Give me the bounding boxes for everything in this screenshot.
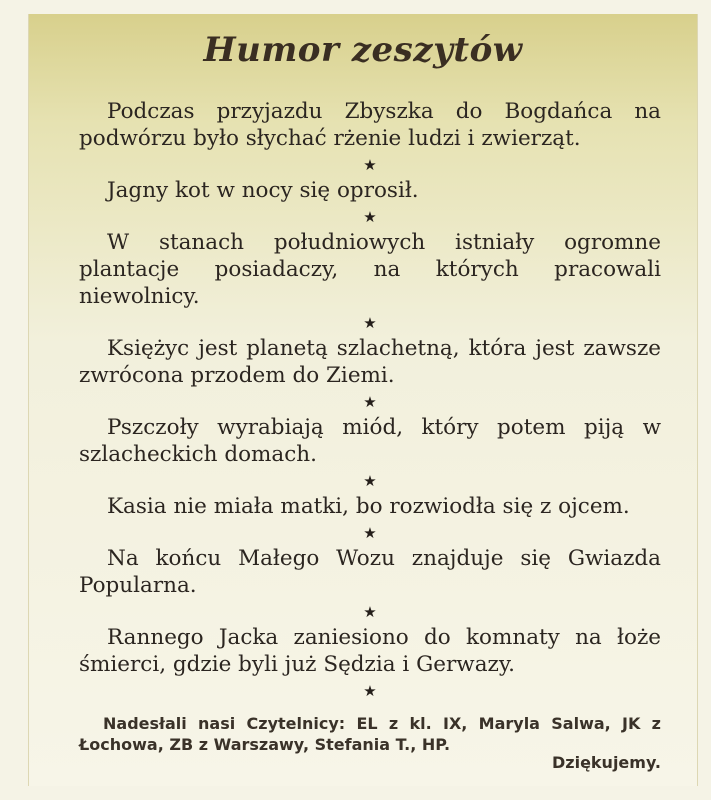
- joke-item: W stanach południowych istniały ogromne plantacje posiadaczy, na których pracowali niewolnicy.: [79, 230, 661, 309]
- star-separator: ★: [363, 393, 377, 411]
- article-content: [79, 98, 661, 772]
- star-separator: ★: [363, 524, 377, 542]
- article-title: Humor zeszytów: [203, 30, 523, 70]
- joke-item: Rannego Jacka zaniesiono do komnaty na łoże śmierci, gdzie byli już Sędzia i Gerwazy.: [79, 625, 661, 677]
- article-box: [28, 14, 698, 786]
- joke-item: Podczas przyjazdu Zbyszka do Bogdańca na podwórzu było słychać rżenie ludzi i zwierząt.: [79, 99, 661, 151]
- joke-item: Kasia nie miała matki, bo rozwiodła się z ojcem.: [107, 494, 630, 519]
- star-separator: ★: [363, 314, 377, 332]
- star-separator: ★: [363, 682, 377, 700]
- joke-item: Na końcu Małego Wozu znajduje się Gwiazda Popularna.: [79, 546, 661, 598]
- joke-item: Pszczoły wyrabiają miód, który potem piją w szlacheckich domach.: [79, 415, 661, 467]
- reader-credits: Nadesłali nasi Czytelnicy: EL z kl. IX, Maryla Salwa, JK z Łochowa, ZB z Warszawy, Stefania T., HP.: [79, 714, 661, 754]
- star-separator: ★: [363, 208, 377, 226]
- thanks-note: Dziękujemy.: [551, 753, 661, 772]
- joke-item: Księżyc jest planetą szlachetną, która jest zawsze zwrócona przodem do Ziemi.: [79, 336, 661, 388]
- joke-item: Jagny kot w nocy się oprosił.: [107, 178, 419, 203]
- star-separator: ★: [363, 156, 377, 174]
- star-separator: ★: [363, 472, 377, 490]
- star-separator: ★: [363, 603, 377, 621]
